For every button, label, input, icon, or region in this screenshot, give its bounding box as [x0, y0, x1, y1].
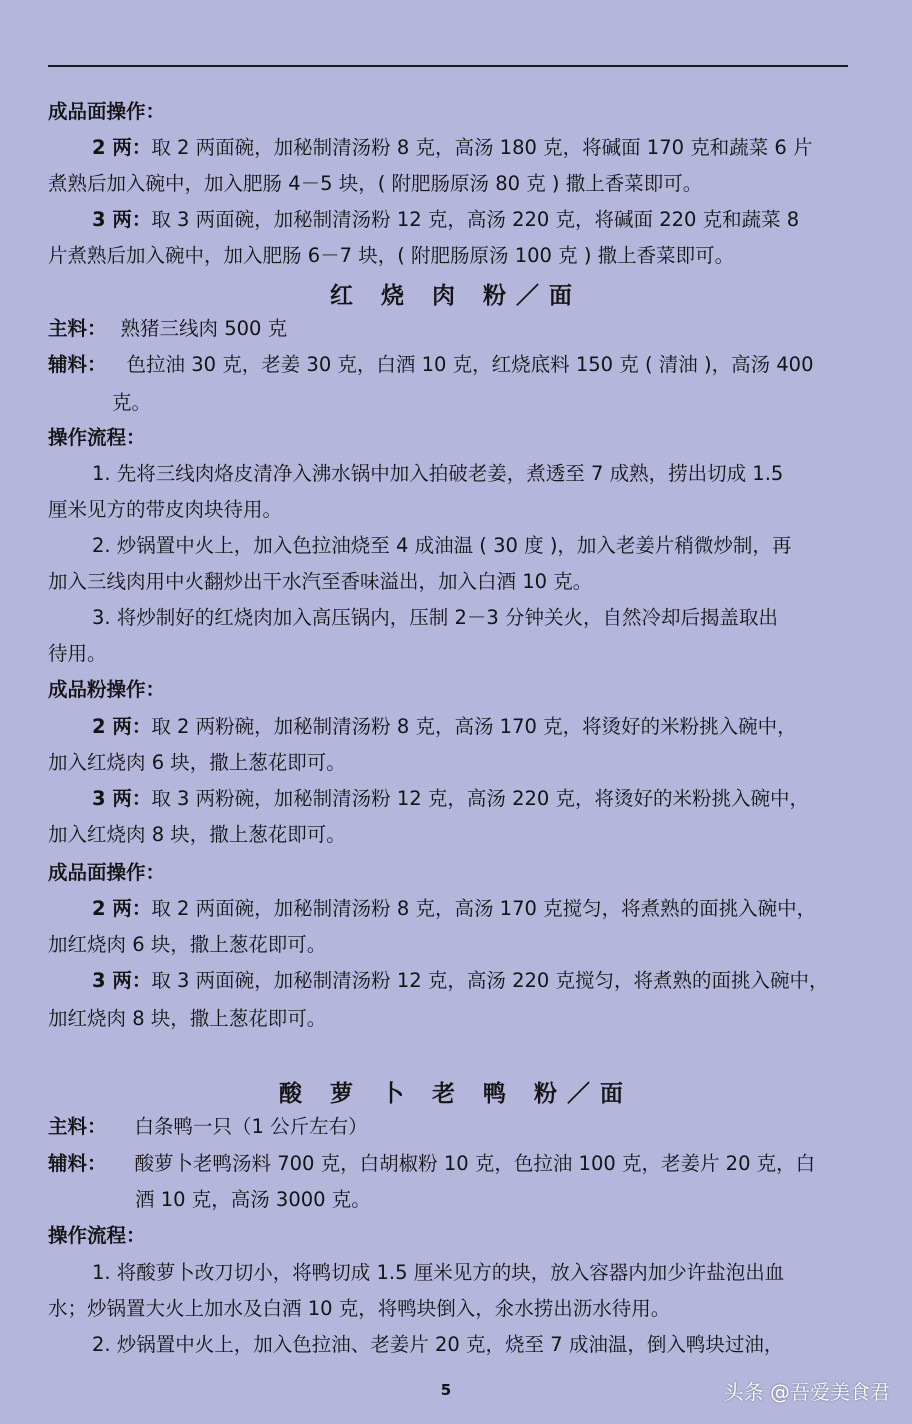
paragraph-text: 取 2 两面碗，加秘制清汤粉 8 克，高汤 170 克搅匀，将煮熟的面挑入碗中，: [151, 897, 817, 920]
paragraph-line: 克。: [112, 391, 152, 414]
section-heading: 成品面操作：: [48, 861, 166, 884]
aux-ingredient-line: [48, 1151, 815, 1177]
process-heading: 操作流程：: [48, 426, 146, 449]
aux-ingredient-line: [48, 352, 814, 378]
aux-ingredient-text: 酸萝卜老鸭汤料 700 克，白胡椒粉 10 克，色拉油 100 克，老姜片 20 克，白: [134, 1152, 816, 1175]
portion-label: 3 两：: [92, 969, 152, 992]
paragraph-line: [92, 135, 813, 161]
paragraph-text: 取 2 两面碗，加秘制清汤粉 8 克，高汤 180 克，将碱面 170 克和蔬菜 6 片: [151, 136, 813, 159]
paragraph-line: [92, 786, 809, 812]
main-ingredient-label: 主料：: [48, 317, 107, 340]
paragraph-text: 取 2 两粉碗，加秘制清汤粉 8 克，高汤 170 克，将烫好的米粉挑入碗中，: [151, 715, 797, 738]
recipe-title: 酸 萝 卜 老 鸭 粉／面: [278, 1081, 634, 1107]
portion-label: 3 两：: [92, 787, 152, 810]
paragraph-line: 加红烧肉 6 块，撒上葱花即可。: [48, 933, 327, 956]
recipe-title: 红 烧 肉 粉／面: [329, 283, 583, 309]
portion-label: 2 两：: [92, 715, 152, 738]
paragraph-line: 酒 10 克，高汤 3000 克。: [135, 1188, 371, 1211]
step-line: 1. 将酸萝卜改刀切小，将鸭切成 1.5 厘米见方的块，放入容器内加少许盐泡出血: [92, 1261, 785, 1284]
aux-ingredient-label: 辅料：: [48, 353, 107, 376]
step-line: 3. 将炒制好的红烧肉加入高压锅内，压制 2－3 分钟关火，自然冷却后揭盖取出: [92, 606, 779, 629]
header-rule: [48, 65, 848, 67]
page-number: 5: [440, 1381, 452, 1399]
paragraph-text: 取 3 两面碗，加秘制清汤粉 12 克，高汤 220 克，将碱面 220 克和蔬菜 8: [151, 208, 800, 231]
paragraph-text: 取 3 两面碗，加秘制清汤粉 12 克，高汤 220 克搅匀，将煮熟的面挑入碗中，: [151, 969, 829, 992]
process-heading: 操作流程：: [48, 1224, 146, 1247]
step-line: 厘米见方的带皮肉块待用。: [48, 498, 283, 521]
main-ingredient-line: [48, 1114, 368, 1140]
section-heading: 成品粉操作：: [48, 678, 166, 701]
step-line: 待用。: [48, 642, 107, 665]
main-ingredient-line: [48, 316, 287, 342]
paragraph-line: 煮熟后加入碗中，加入肥肠 4－5 块，( 附肥肠原汤 80 克 ) 撒上香菜即可。: [48, 172, 703, 195]
portion-label: 2 两：: [92, 136, 152, 159]
paragraph-line: [92, 968, 829, 994]
aux-ingredient-text: 色拉油 30 克，老姜 30 克，白酒 10 克，红烧底料 150 克 ( 清油 )，高汤 400: [126, 353, 814, 376]
paragraph-line: 加入红烧肉 6 块，撒上葱花即可。: [48, 751, 346, 774]
paragraph-line: 加红烧肉 8 块，撒上葱花即可。: [48, 1007, 327, 1030]
watermark: 头条 @吾爱美食君: [723, 1380, 890, 1404]
paragraph-line: [92, 207, 799, 233]
portion-label: 2 两：: [92, 897, 152, 920]
main-ingredient-label: 主料：: [48, 1115, 107, 1138]
step-line: 水；炒锅置大火上加水及白酒 10 克，将鸭块倒入，氽水捞出沥水待用。: [48, 1297, 671, 1320]
step-line: 1. 先将三线肉烙皮清净入沸水锅中加入拍破老姜，煮透至 7 成熟，捞出切成 1.5: [92, 462, 784, 485]
aux-ingredient-label: 辅料：: [48, 1152, 107, 1175]
main-ingredient-text: 白条鸭一只（1 公斤左右）: [134, 1115, 368, 1138]
paragraph-line: [92, 896, 816, 922]
main-ingredient-text: 熟猪三线肉 500 克: [120, 317, 288, 340]
step-line: 加入三线肉用中火翻炒出干水汽至香味溢出，加入白酒 10 克。: [48, 570, 593, 593]
step-line: 2. 炒锅置中火上，加入色拉油烧至 4 成油温 ( 30 度 )，加入老姜片稍微炒制，再: [92, 534, 792, 557]
paragraph-line: 片煮熟后加入碗中，加入肥肠 6－7 块，( 附肥肠原汤 100 克 ) 撒上香菜即可。: [48, 244, 735, 267]
paragraph-text: 取 3 两粉碗，加秘制清汤粉 12 克，高汤 220 克，将烫好的米粉挑入碗中，: [151, 787, 809, 810]
portion-label: 3 两：: [92, 208, 152, 231]
paragraph-line: 加入红烧肉 8 块，撒上葱花即可。: [48, 823, 346, 846]
step-line: 2. 炒锅置中火上，加入色拉油、老姜片 20 克，烧至 7 成油温，倒入鸭块过油，: [92, 1333, 784, 1356]
section-heading: 成品面操作：: [48, 100, 166, 123]
paragraph-line: [92, 714, 797, 740]
